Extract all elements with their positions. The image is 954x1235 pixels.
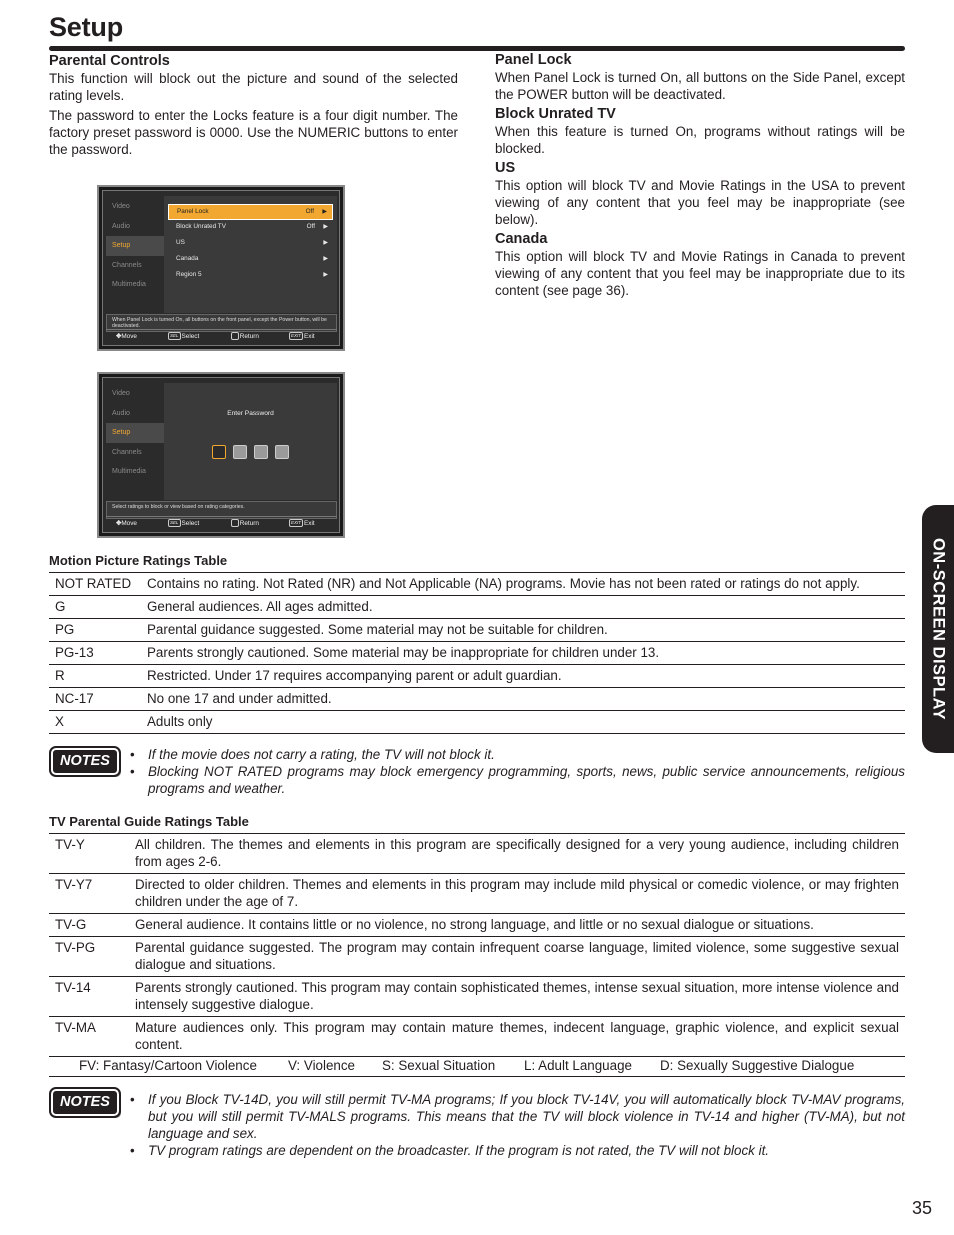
note-item: • If you Block TV-14D, you will still permit TV-MA programs; If you block TV-14V, you will automatically block TV-MAV programs, but you will still permit TV-MALS programs. This means that the TV will block violence in TV-14 and higher (TV-MA), but not language and sex. — [130, 1091, 905, 1142]
rating-description: Adults only — [141, 711, 905, 734]
osd-info-text: Select ratings to block or view based on rating categories. — [106, 501, 337, 519]
osd-side-setup[interactable]: Setup — [106, 423, 164, 443]
motion-table-caption: Motion Picture Ratings Table — [49, 553, 228, 568]
rating-description: Directed to older children. Themes and elements in this program may include mild physical or comedic violence, or may frighten children under the age of 7. — [129, 874, 905, 914]
rating-code: NC-17 — [49, 688, 141, 711]
osd-row-region5[interactable] — [168, 268, 333, 284]
osd-side-audio[interactable]: Audio — [112, 222, 130, 230]
osd-row-label: US — [176, 239, 185, 246]
rating-code: TV-MA — [49, 1017, 129, 1057]
osd-side-multimedia[interactable]: Multimedia — [112, 468, 146, 476]
us-heading: US — [495, 160, 516, 176]
rating-description: Parents strongly cautioned. This program may contain sophisticated themes, intense sexual situation, more intense violence and intensely suggestive dialogue. — [129, 977, 905, 1017]
osd-sidebar — [106, 384, 164, 482]
panel-lock-heading: Panel Lock — [495, 52, 572, 68]
rating-code: TV-G — [49, 914, 129, 937]
rating-description: All children. The themes and elements in this program are specifically designed for a very young audience, including children from ages 2-6. — [129, 834, 905, 874]
arrow-right-icon: ▶ — [323, 272, 328, 278]
exit-key-icon: EXIT — [291, 520, 302, 526]
block-unrated-heading: Block Unrated TV — [495, 106, 616, 122]
parental-controls-heading: Parental Controls — [49, 53, 170, 69]
rating-code: PG — [49, 619, 141, 642]
osd-row-value: Off — [306, 223, 315, 230]
rating-code: PG-13 — [49, 642, 141, 665]
osd-password-panel — [164, 383, 337, 500]
osd-side-audio[interactable]: Audio — [112, 409, 130, 417]
legend-d: D: Sexually Suggestive Dialogue — [660, 1058, 855, 1073]
notes-list — [130, 1091, 905, 1159]
osd-password-screen — [97, 372, 345, 538]
side-tab-label: ON-SCREEN DISPLAY — [929, 537, 948, 721]
title-rule — [49, 46, 905, 51]
osd-select-hint: SEL Select — [170, 333, 200, 340]
osd-move-hint: ✥Move — [116, 333, 137, 340]
arrow-right-icon: ▶ — [323, 240, 328, 246]
panel-lock-text: When Panel Lock is turned On, all buttons on the Side Panel, except the POWER button will be deactivated. — [495, 70, 905, 102]
arrow-right-icon: ▶ — [323, 256, 328, 262]
parental-controls-section — [49, 53, 458, 161]
us-text: This option will block TV and Movie Ratings in the USA to prevent viewing of any content that you feel may be inappropriate (see below). — [495, 178, 905, 227]
osd-exit-hint: EXIT Exit — [291, 333, 315, 340]
rating-description: Parents strongly cautioned. Some material may be inappropriate for children under 13. — [141, 642, 905, 665]
section-side-tab — [922, 505, 954, 753]
arrow-right-icon: ▶ — [323, 224, 328, 230]
page-title: Setup — [49, 12, 124, 42]
rating-code: TV-PG — [49, 937, 129, 977]
osd-sidebar — [106, 197, 164, 295]
osd-side-multimedia[interactable]: Multimedia — [112, 281, 146, 289]
rating-description: General audience. It contains little or no violence, no strong language, and little or no sexual dialogue or situations. — [129, 914, 905, 937]
password-digit-2[interactable] — [233, 445, 247, 459]
note-item: • TV program ratings are dependent on the broadcaster. If the program is not rated, the TV will not block it. — [130, 1142, 905, 1159]
legend-fv: FV: Fantasy/Cartoon Violence — [79, 1058, 257, 1073]
osd-row-panel-lock[interactable] — [168, 204, 333, 220]
osd-row-value: Off — [305, 208, 314, 215]
rating-code: TV-14 — [49, 977, 129, 1017]
rating-code: NOT RATED — [49, 573, 141, 596]
password-digit-4[interactable] — [275, 445, 289, 459]
motion-picture-ratings-table — [49, 572, 905, 734]
arrow-right-icon: ▶ — [322, 209, 327, 215]
table-row — [49, 665, 905, 688]
sel-key-icon: SEL — [170, 333, 179, 339]
block-unrated-text: When this feature is turned On, programs without ratings will be blocked. — [495, 124, 905, 156]
legend-s: S: Sexual Situation — [382, 1058, 496, 1073]
table-row — [49, 914, 905, 937]
osd-row-block-unrated[interactable] — [168, 220, 333, 236]
osd-move-hint: ✥Move — [116, 520, 137, 527]
return-key-icon — [231, 332, 239, 340]
table-row — [49, 573, 905, 596]
password-input[interactable] — [212, 445, 296, 464]
table-row — [49, 977, 905, 1017]
osd-row-label: Panel Lock — [177, 208, 209, 215]
rating-code: R — [49, 665, 141, 688]
canada-heading: Canada — [495, 231, 548, 247]
table-row — [49, 596, 905, 619]
osd-side-channels[interactable]: Channels — [112, 261, 142, 269]
return-key-icon — [231, 519, 239, 527]
rating-code: G — [49, 596, 141, 619]
osd-select-hint: SEL Select — [170, 520, 200, 527]
osd-exit-hint: EXIT Exit — [291, 520, 315, 527]
table-row — [49, 1017, 905, 1057]
note-item: • If the movie does not carry a rating, the TV will not block it. — [130, 746, 905, 763]
osd-side-setup[interactable]: Setup — [106, 236, 164, 256]
osd-options-panel — [164, 196, 337, 313]
page-number: 35 — [912, 1198, 933, 1218]
rating-description: Mature audiences only. This program may contain mature themes, indecent language, graphic violence, and explicit sexual content. — [129, 1017, 905, 1057]
osd-setup-menu — [97, 185, 345, 351]
rating-code: X — [49, 711, 141, 734]
osd-info-text: When Panel Lock is turned On, all buttons on the front panel, except the Power button, will be deactivated. — [106, 314, 337, 332]
notes-badge: NOTES — [51, 1089, 119, 1116]
password-prompt: Enter Password — [227, 410, 274, 417]
tv-table-caption: TV Parental Guide Ratings Table — [49, 814, 249, 829]
password-info: The password to enter the Locks feature is a four digit number. The factory preset password is 0000. Use the NUMERIC buttons to enter the password. — [49, 108, 458, 157]
table-row — [49, 874, 905, 914]
password-digit-3[interactable] — [254, 445, 268, 459]
legend-v: V: Violence — [288, 1058, 355, 1073]
tv-parental-ratings-table — [49, 833, 905, 1057]
osd-return-hint: Return — [231, 330, 259, 344]
table-row — [49, 642, 905, 665]
osd-row-label: Block Unrated TV — [176, 223, 226, 230]
rating-code: TV-Y7 — [49, 874, 129, 914]
rating-description: Contains no rating. Not Rated (NR) and Not Applicable (NA) programs. Movie has not been rated or ratings do not apply. — [141, 573, 905, 596]
rating-code: TV-Y — [49, 834, 129, 874]
rating-description: No one 17 and under admitted. — [141, 688, 905, 711]
osd-row-label: Canada — [176, 255, 199, 262]
table-row — [49, 834, 905, 874]
osd-row-canada[interactable] — [168, 252, 333, 268]
osd-footer — [106, 516, 337, 530]
osd-footer — [106, 329, 337, 343]
notes-badge: NOTES — [51, 748, 119, 775]
rating-description: General audiences. All ages admitted. — [141, 596, 905, 619]
table-row — [49, 937, 905, 977]
osd-side-channels[interactable]: Channels — [112, 448, 142, 456]
rating-description: Parental guidance suggested. Some material may not be suitable for children. — [141, 619, 905, 642]
osd-side-video[interactable]: Video — [112, 390, 130, 397]
table-row — [49, 688, 905, 711]
notes-list — [130, 746, 905, 797]
rating-description: Restricted. Under 17 requires accompanying parent or adult guardian. — [141, 665, 905, 688]
table-row — [49, 619, 905, 642]
exit-key-icon: EXIT — [291, 333, 302, 339]
lock-options-section — [495, 52, 905, 302]
canada-text: This option will block TV and Movie Ratings in Canada to prevent viewing of any content that you feel may be inappropriate due to its content (see page 36). — [495, 249, 905, 298]
move-arrows-icon: ✥ — [116, 520, 122, 527]
osd-return-hint: Return — [231, 517, 259, 531]
note-item: • Blocking NOT RATED programs may block emergency programming, sports, news, public service announcements, religious programs and weather. — [130, 763, 905, 797]
sel-key-icon: SEL — [170, 520, 179, 526]
osd-side-video[interactable]: Video — [112, 203, 130, 210]
legend-l: L: Adult Language — [524, 1058, 632, 1073]
password-digit-1[interactable] — [212, 445, 226, 459]
content-legend — [49, 1054, 905, 1077]
move-arrows-icon: ✥ — [116, 333, 122, 340]
table-row — [49, 711, 905, 734]
osd-row-label: Region 5 — [176, 271, 202, 278]
osd-row-us[interactable] — [168, 236, 333, 252]
parental-controls-intro: This function will block out the picture and sound of the selected rating levels. — [49, 71, 458, 103]
rating-description: Parental guidance suggested. The program may contain infrequent coarse language, limited violence, some suggestive sexual dialogue and situations. — [129, 937, 905, 977]
